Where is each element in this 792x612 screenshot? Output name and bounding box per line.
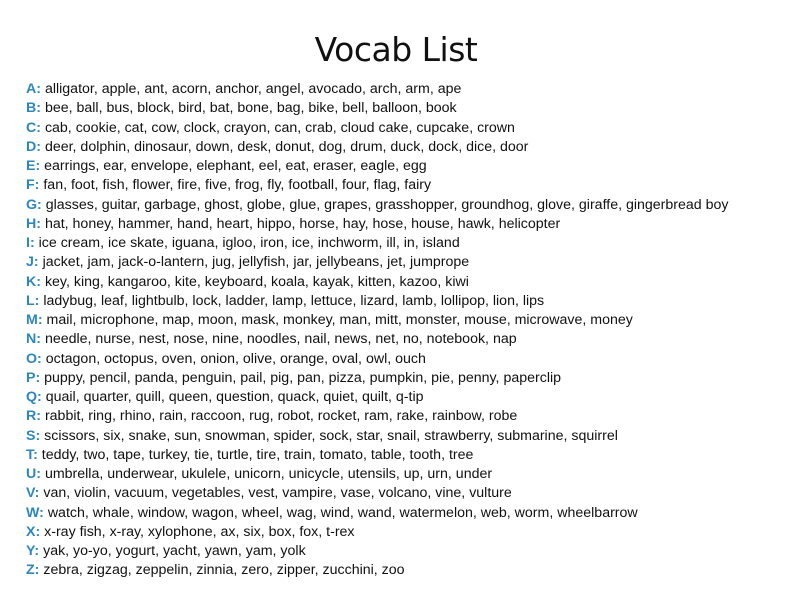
vocab-row [26,215,786,234]
vocab-letter: S: [26,427,41,444]
vocab-words: watch, whale, window, wagon, wheel, wag, wind, wand, watermelon, web, worm, wheelbarrow [47,504,638,521]
vocab-letter: N: [26,331,41,348]
vocab-row [26,292,786,311]
vocab-letter: A: [26,81,41,97]
vocab-words: ice cream, ice skate, iguana, igloo, iron, ice, inchworm, ill, in, island [38,235,460,251]
vocab-letter: F: [26,177,40,194]
vocab-row [26,138,786,157]
vocab-row [26,80,786,99]
vocab-words: teddy, two, tape, turkey, tie, turtle, tire, train, tomato, table, tooth, tree [41,446,474,463]
vocab-words: bee, ball, bus, block, bird, bat, bone, bag, bike, bell, balloon, book [44,100,457,117]
vocab-row [26,542,786,561]
vocab-row [26,465,786,484]
vocab-row [26,311,786,330]
vocab-letter: I: [26,235,35,251]
vocab-words: umbrella, underwear, ukulele, unicorn, unicycle, utensils, up, urn, under [44,466,493,482]
vocab-words: jacket, jam, jack-o-lantern, jug, jellyfish, jar, jellybeans, jet, jumprope [42,254,470,271]
vocab-words: puppy, pencil, panda, penguin, pail, pig, pan, pizza, pumpkin, pie, penny, paperclip [44,369,562,386]
vocab-row [26,484,786,503]
vocab-words: fan, foot, fish, flower, fire, five, frog, fly, football, four, flag, fairy [43,177,432,194]
vocab-row [26,196,786,215]
vocab-row [26,446,786,465]
vocab-words: key, king, kangaroo, kite, keyboard, koala, kayak, kitten, kazoo, kiwi [44,273,469,290]
vocab-row [26,273,786,292]
vocab-row [26,427,786,446]
vocab-row [26,369,786,388]
vocab-row [26,388,786,407]
vocab-letter: G: [26,196,42,213]
vocab-words: cab, cookie, cat, cow, clock, crayon, can, crab, cloud cake, cupcake, crown [44,119,515,136]
vocab-row [26,176,786,195]
vocab-letter: L: [26,292,40,309]
vocab-words: deer, dolphin, dinosaur, down, desk, donut, dog, drum, duck, dock, dice, door [44,138,529,155]
vocab-letter: K: [26,273,41,290]
vocab-words: mail, microphone, map, moon, mask, monkey, man, mitt, monster, mouse, microwave, money [46,312,633,328]
page-title: Vocab List [314,30,478,69]
vocab-words: octagon, octopus, oven, onion, olive, orange, oval, owl, ouch [45,350,426,367]
vocab-words: scissors, six, snake, sun, snowman, spider, sock, star, snail, strawberry, submarine, squirrel [44,427,618,444]
vocab-row [26,523,786,542]
vocab-letter: B: [26,100,41,117]
vocab-letter: Y: [26,543,40,559]
vocab-letter: E: [26,158,41,174]
vocab-letter: C: [26,119,41,136]
vocab-row [26,157,786,176]
vocab-row [26,119,786,138]
vocab-words: quail, quarter, quill, queen, question, quack, quiet, quilt, q-tip [45,389,424,405]
vocab-words: ladybug, leaf, lightbulb, lock, ladder, lamp, lettuce, lizard, lamb, lollipop, lion, lips [43,292,545,309]
vocab-row [26,330,786,349]
vocab-letter: U: [26,466,41,482]
vocab-words: yak, yo-yo, yogurt, yacht, yawn, yam, yolk [43,543,306,559]
vocab-row [26,234,786,253]
vocab-letter: H: [26,215,41,232]
vocab-row [26,99,786,118]
vocab-letter: P: [26,369,41,386]
vocab-row [26,407,786,426]
vocab-words: needle, nurse, nest, nose, nine, noodles, nail, news, net, no, notebook, nap [44,331,517,348]
vocab-letter: Q: [26,389,42,405]
vocab-letter: Z: [26,562,40,579]
vocab-words: alligator, apple, ant, acorn, anchor, angel, avocado, arch, arm, ape [44,81,462,97]
vocab-letter: X: [26,523,41,540]
vocab-list [26,80,786,581]
vocab-letter: D: [26,138,41,155]
vocab-row [26,253,786,272]
vocab-words: glasses, guitar, garbage, ghost, globe, glue, grapes, grasshopper, groundhog, glove, giraffe, gingerbread boy [45,196,729,213]
vocab-letter: J: [26,254,39,271]
vocab-letter: O: [26,350,42,367]
vocab-letter: V: [26,485,40,502]
vocab-words: x-ray fish, x-ray, xylophone, ax, six, box, fox, t-rex [44,523,355,540]
vocab-row [26,350,786,369]
vocab-words: hat, honey, hammer, hand, heart, hippo, horse, hay, hose, house, hawk, helicopter [44,215,561,232]
vocab-words: earrings, ear, envelope, elephant, eel, eat, eraser, eagle, egg [44,158,427,174]
vocab-row [26,504,786,523]
vocab-letter: W: [26,504,44,521]
vocab-row [26,561,786,580]
vocab-words: zebra, zigzag, zeppelin, zinnia, zero, zipper, zucchini, zoo [43,562,405,579]
vocab-letter: T: [26,446,38,463]
vocab-words: rabbit, ring, rhino, rain, raccoon, rug, robot, rocket, ram, rake, rainbow, robe [44,408,518,425]
vocab-letter: M: [26,312,43,328]
vocab-letter: R: [26,408,41,425]
vocab-words: van, violin, vacuum, vegetables, vest, vampire, vase, volcano, vine, vulture [43,485,512,502]
